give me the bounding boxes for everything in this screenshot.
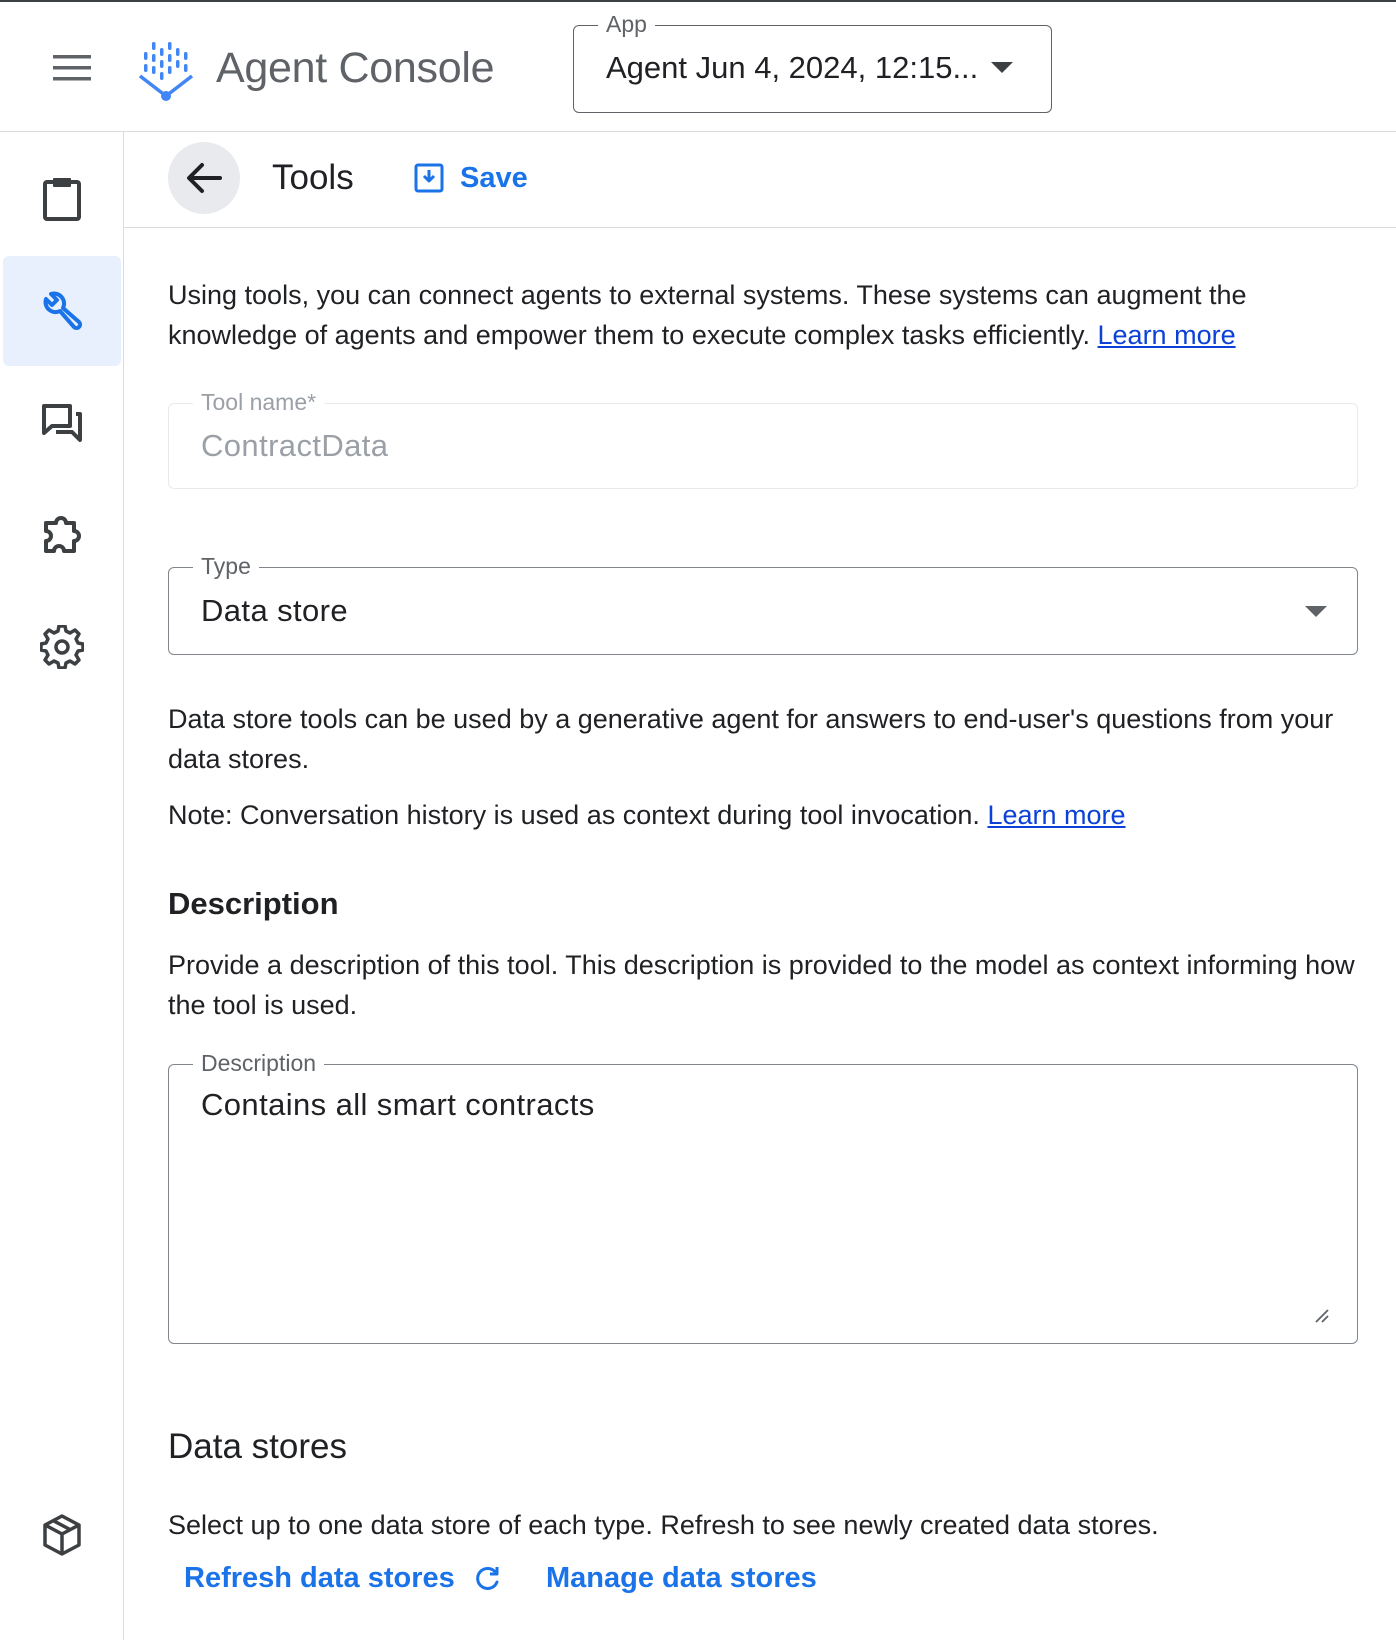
save-button-label: Save <box>460 161 528 194</box>
content-header <box>124 132 1396 228</box>
data-stores-help-text: Select up to one data store of each type. Refresh to see newly created data stores. <box>168 1510 1159 1540</box>
sidebar-item-playbooks[interactable] <box>3 144 121 254</box>
tool-name-label: Tool name* <box>193 389 324 416</box>
description-textarea[interactable] <box>168 1050 1358 1344</box>
description-label: Description <box>193 1050 324 1077</box>
description-input[interactable]: Contains all smart contracts <box>201 1087 595 1122</box>
refresh-data-stores-button[interactable] <box>184 1562 501 1595</box>
app-select-value: Agent Jun 4, 2024, 12:15... <box>606 50 979 85</box>
type-select-label: Type <box>193 553 259 580</box>
intro-description: Using tools, you can connect agents to external systems. These systems can augment the knowledge of agents and empower them to execute complex tasks efficiently. <box>168 280 1247 350</box>
gear-icon <box>40 625 84 669</box>
sidebar-item-tools[interactable] <box>3 256 121 366</box>
type-note-text: Note: Conversation history is used as context during tool invocation. <box>168 800 988 830</box>
sidebar-item-integrations[interactable] <box>3 480 121 590</box>
app-title: Agent Console <box>216 44 495 92</box>
page-title: Tools <box>272 158 354 197</box>
agent-console-logo-icon <box>138 38 196 104</box>
sidebar-item-resources[interactable] <box>3 1480 121 1590</box>
sidebar-nav <box>0 132 124 1640</box>
tool-name-field[interactable] <box>168 389 1358 489</box>
chat-icon <box>40 402 84 444</box>
data-stores-heading: Data stores <box>168 1427 347 1466</box>
clipboard-icon <box>42 176 82 222</box>
save-button[interactable] <box>402 152 540 204</box>
refresh-icon <box>473 1565 501 1593</box>
refresh-data-stores-label: Refresh data stores <box>184 1562 455 1594</box>
app-select[interactable] <box>573 11 1052 113</box>
type-select[interactable] <box>168 553 1358 655</box>
sidebar-item-settings[interactable] <box>3 592 121 702</box>
manage-data-stores-label: Manage data stores <box>546 1562 817 1594</box>
package-icon <box>41 1513 83 1557</box>
description-help-text: Provide a description of this tool. This description is provided to the model as context informing how the tool is used. <box>168 950 1355 1020</box>
puzzle-icon <box>40 513 84 557</box>
save-icon <box>414 163 444 193</box>
intro-learn-more-link[interactable]: Learn more <box>1097 320 1236 350</box>
description-heading: Description <box>168 886 339 921</box>
type-select-value: Data store <box>201 593 349 628</box>
note-learn-more-link[interactable]: Learn more <box>987 800 1126 830</box>
manage-data-stores-button[interactable] <box>546 1562 817 1595</box>
top-app-bar <box>0 0 1396 132</box>
type-info-text: Data store tools can be used by a generative agent for answers to end-user's questions from your data stores. <box>168 704 1334 774</box>
hamburger-menu-icon <box>53 54 91 82</box>
type-note <box>168 795 1358 835</box>
resize-handle-icon[interactable] <box>1313 1307 1329 1323</box>
arrow-back-icon <box>186 162 222 194</box>
tool-name-input[interactable]: ContractData <box>201 428 389 463</box>
intro-text <box>168 275 1358 355</box>
back-button[interactable] <box>168 142 240 214</box>
chevron-down-icon <box>1305 606 1327 617</box>
hamburger-menu-button[interactable] <box>40 42 104 94</box>
chevron-down-icon <box>991 62 1013 73</box>
sidebar-item-conversations[interactable] <box>3 368 121 478</box>
app-select-label: App <box>598 11 655 38</box>
wrench-icon <box>40 289 84 333</box>
